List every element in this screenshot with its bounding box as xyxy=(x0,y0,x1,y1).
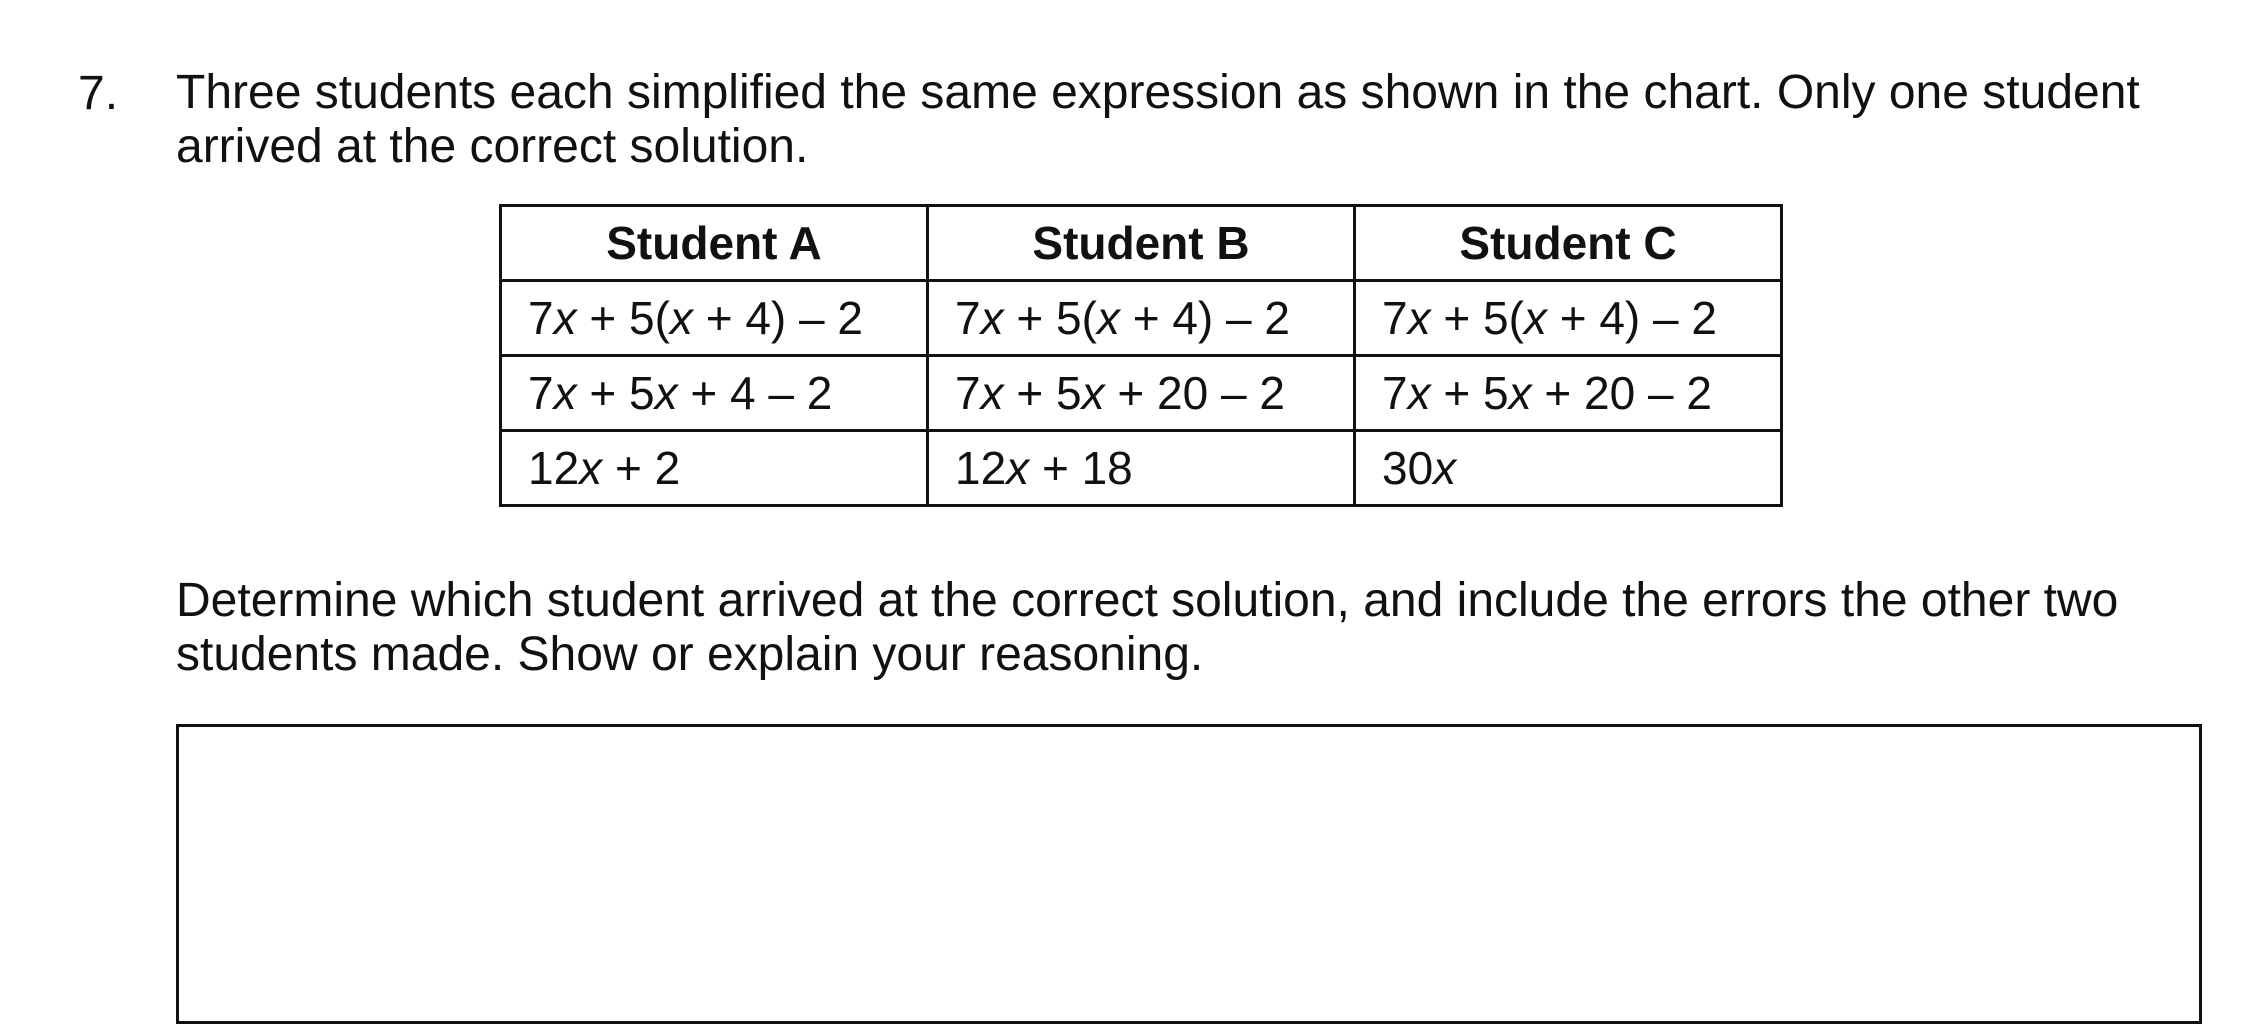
variable-x: x xyxy=(1006,442,1030,494)
variable-x: x xyxy=(579,442,603,494)
cell-b-step-1: 7x + 5(x + 4) – 2 xyxy=(928,281,1355,356)
variable-x: x xyxy=(1523,292,1547,344)
table-header-row xyxy=(501,206,1782,281)
variable-x: x xyxy=(1081,367,1105,419)
table-row xyxy=(501,431,1782,506)
question-text-line-1: Three students each simplified the same expression as shown in the chart. Only one student xyxy=(176,66,2140,119)
question-text xyxy=(176,66,2216,174)
variable-x: x xyxy=(669,292,693,344)
variable-x: x xyxy=(1407,367,1431,419)
cell-b-step-2: 7x + 5x + 20 – 2 xyxy=(928,356,1355,431)
header-student-b: Student B xyxy=(928,206,1355,281)
student-work-table xyxy=(499,204,1783,507)
header-student-c: Student C xyxy=(1355,206,1782,281)
variable-x: x xyxy=(654,367,678,419)
question-number: 7. xyxy=(78,67,119,120)
question-text-line-2: arrived at the correct solution. xyxy=(176,120,809,173)
instructions-text xyxy=(176,574,2216,682)
table-row xyxy=(501,281,1782,356)
variable-x: x xyxy=(1096,292,1120,344)
instructions-line-1: Determine which student arrived at the correct solution, and include the errors the other two xyxy=(176,574,2119,627)
cell-c-step-1: 7x + 5(x + 4) – 2 xyxy=(1355,281,1782,356)
variable-x: x xyxy=(980,292,1004,344)
cell-a-step-2: 7x + 5x + 4 – 2 xyxy=(501,356,928,431)
variable-x: x xyxy=(1433,442,1457,494)
answer-box[interactable] xyxy=(176,724,2202,1024)
cell-a-step-3: 12x + 2 xyxy=(501,431,928,506)
variable-x: x xyxy=(980,367,1004,419)
cell-c-step-2: 7x + 5x + 20 – 2 xyxy=(1355,356,1782,431)
cell-b-step-3: 12x + 18 xyxy=(928,431,1355,506)
instructions-line-2: students made. Show or explain your reasoning. xyxy=(176,628,1204,681)
variable-x: x xyxy=(553,367,577,419)
variable-x: x xyxy=(1508,367,1532,419)
cell-a-step-1: 7x + 5(x + 4) – 2 xyxy=(501,281,928,356)
cell-c-step-3: 30x xyxy=(1355,431,1782,506)
variable-x: x xyxy=(553,292,577,344)
table-row xyxy=(501,356,1782,431)
variable-x: x xyxy=(1407,292,1431,344)
header-student-a: Student A xyxy=(501,206,928,281)
